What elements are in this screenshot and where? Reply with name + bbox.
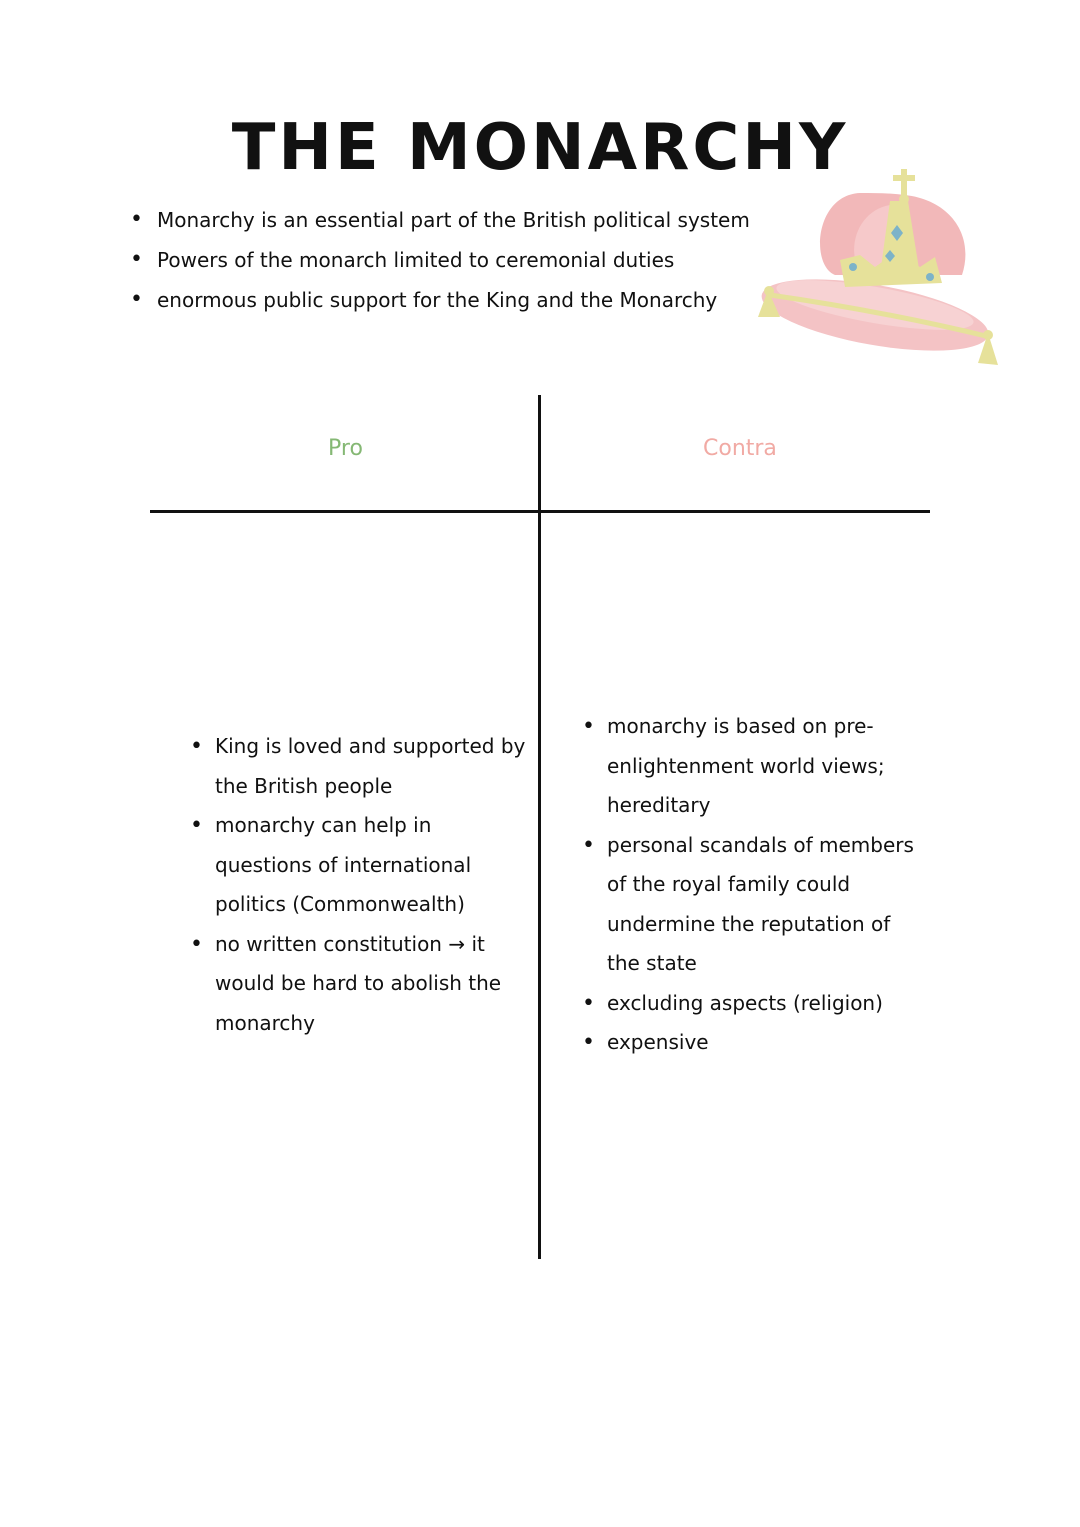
- intro-list: [130, 200, 770, 320]
- table-vertical-divider: [538, 395, 541, 1259]
- pro-item: • King is loved and supported by the British people: [190, 727, 530, 806]
- page-title: THE MONARCHY: [231, 110, 849, 185]
- table-horizontal-divider: [150, 510, 930, 513]
- pro-list: [190, 727, 530, 1043]
- intro-item: • Powers of the monarch limited to ceremonial duties: [130, 240, 770, 280]
- crown-on-cushion-illustration: [750, 165, 1000, 370]
- contra-item: • personal scandals of members of the royal family could undermine the reputation of the state: [582, 826, 922, 984]
- pro-item: • no written constitution → it would be hard to abolish the monarchy: [190, 925, 530, 1044]
- pro-item: • monarchy can help in questions of international politics (Commonwealth): [190, 806, 530, 925]
- contra-column-header: Contra: [703, 436, 777, 461]
- contra-item: • excluding aspects (religion): [582, 984, 922, 1024]
- contra-item: • monarchy is based on pre-enlightenment world views; hereditary: [582, 707, 922, 826]
- contra-item: • expensive: [582, 1023, 922, 1063]
- pro-column-header: Pro: [328, 436, 363, 461]
- contra-list: [582, 707, 922, 1063]
- intro-item: • enormous public support for the King and the Monarchy: [130, 280, 770, 320]
- intro-item: • Monarchy is an essential part of the British political system: [130, 200, 770, 240]
